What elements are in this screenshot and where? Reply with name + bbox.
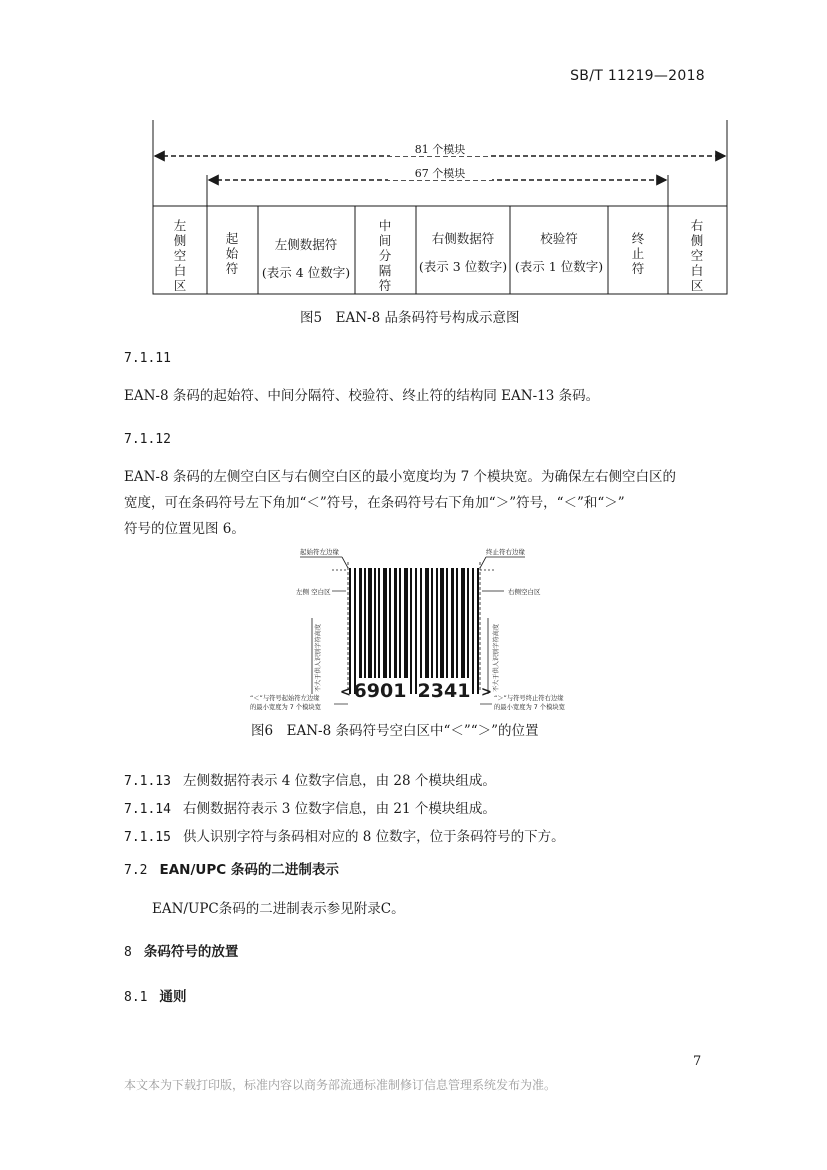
- clause-7-1-15: 7.1.15 供人识别字符与条码相对应的 8 位数字，位于条码符号的下方。: [124, 829, 565, 845]
- barcode-digits-left: 6901: [353, 680, 407, 702]
- left-height-label: 不大于供人识别字符高度: [315, 623, 322, 692]
- svg-text:符: 符: [378, 278, 392, 293]
- end-right-edge-label: 终止符右边缘: [486, 548, 525, 556]
- svg-text:中: 中: [378, 218, 392, 233]
- svg-text:右侧数据符: 右侧数据符: [431, 231, 495, 246]
- svg-text:区: 区: [173, 278, 187, 293]
- cell-right-data: [419, 231, 507, 274]
- figure-5-diagram: [150, 120, 730, 300]
- cell-middle-guard: [379, 218, 392, 293]
- cell-left-data: [262, 237, 350, 280]
- right-quiet-zone-label: 右侧空白区: [508, 588, 541, 596]
- right-height-label: 不大于供人识别字符高度: [493, 623, 500, 692]
- barcode-digits-right: 2341: [417, 680, 471, 702]
- section-7-2-heading: 7.2 EAN/UPC 条码的二进制表示: [124, 862, 339, 878]
- total-width-label: 81 个模块: [414, 143, 466, 156]
- svg-text:始: 始: [225, 246, 239, 261]
- left-quiet-marker: <: [340, 685, 351, 700]
- svg-text:(表示 1 位数字): (表示 1 位数字): [514, 259, 604, 274]
- clause-7-1-11-number: 7.1.11: [124, 351, 171, 366]
- svg-text:白: 白: [690, 263, 704, 278]
- svg-text:区: 区: [690, 278, 704, 293]
- svg-text:符: 符: [225, 261, 239, 276]
- footer-note: 本文本为下载打印版，标准内容以商务部流通标准制修订信息管理系统发布为准。: [124, 1078, 557, 1092]
- right-note-line-1: “＞”与符号终止符右边缘: [494, 695, 564, 702]
- svg-text:终: 终: [631, 231, 645, 246]
- standard-id: SB/T 11219—2018: [570, 68, 705, 84]
- svg-text:止: 止: [631, 246, 645, 261]
- section-7-2-body: EAN/UPC条码的二进制表示参见附录C。: [152, 901, 405, 917]
- right-quiet-marker: >: [481, 685, 492, 700]
- cell-check-digit: [515, 231, 603, 274]
- svg-text:校验符: 校验符: [540, 231, 578, 246]
- clause-7-1-13: 7.1.13 左侧数据符表示 4 位数字信息，由 28 个模块组成。: [124, 773, 496, 789]
- left-note-line-1: “＜”与符号起始符左边缘: [250, 695, 320, 702]
- left-note-line-2: 的最小宽度为 7 个模块宽: [250, 704, 321, 711]
- figure-6-diagram: [250, 544, 580, 714]
- svg-text:(表示 4 位数字): (表示 4 位数字): [261, 265, 351, 280]
- cell-right-quiet-zone: [691, 218, 704, 293]
- clause-7-1-12-number: 7.1.12: [124, 432, 171, 447]
- cell-left-quiet-zone: [174, 218, 187, 293]
- svg-text:侧: 侧: [173, 233, 187, 248]
- clause-7-1-12-text: EAN-8 条码的左侧空白区与右侧空白区的最小宽度均为 7 个模块宽。为确保左右侧空白区的 宽度，可在条码符号左下角加“＜”符号，在条码符号右下角加“＞”符号，“＜”和“＞” 符号的位置见图 6。: [124, 469, 677, 537]
- svg-text:左: 左: [173, 218, 187, 233]
- clause-7-1-11-text: EAN-8 条码的起始符、中间分隔符、校验符、终止符的结构同 EAN-13 条码。: [124, 388, 600, 404]
- section-8-1-heading: 8.1 通则: [124, 989, 187, 1005]
- start-left-edge-label: 起始符左边缘: [300, 548, 339, 556]
- svg-text:右: 右: [690, 218, 704, 233]
- svg-text:符: 符: [631, 261, 645, 276]
- clause-7-1-14: 7.1.14 右侧数据符表示 3 位数字信息，由 21 个模块组成。: [124, 801, 496, 817]
- svg-text:间: 间: [378, 233, 392, 248]
- svg-text:空: 空: [173, 248, 187, 263]
- svg-text:左侧数据符: 左侧数据符: [274, 237, 338, 252]
- page-number: 7: [693, 1054, 702, 1069]
- figure-6-caption: 图6 EAN-8 条码符号空白区中“＜”“＞”的位置: [251, 723, 539, 739]
- svg-text:分: 分: [378, 248, 392, 263]
- svg-text:白: 白: [173, 263, 187, 278]
- svg-text:侧: 侧: [690, 233, 704, 248]
- left-quiet-zone-label: 左侧 空白区: [296, 588, 331, 596]
- right-note-line-2: 的最小宽度为 7 个模块宽: [494, 704, 565, 711]
- svg-text:空: 空: [690, 248, 704, 263]
- svg-text:起: 起: [225, 231, 239, 246]
- svg-text:隔: 隔: [378, 263, 392, 278]
- cell-end-guard: [632, 231, 645, 276]
- svg-text:(表示 3 位数字): (表示 3 位数字): [418, 259, 508, 274]
- inner-width-label: 67 个模块: [414, 167, 466, 180]
- barcode-bars: [349, 568, 479, 694]
- figure-5-caption: 图5 EAN-8 品条码符号构成示意图: [300, 310, 520, 326]
- section-8-heading: 8 条码符号的放置: [124, 944, 239, 960]
- cell-start-guard: [226, 231, 239, 276]
